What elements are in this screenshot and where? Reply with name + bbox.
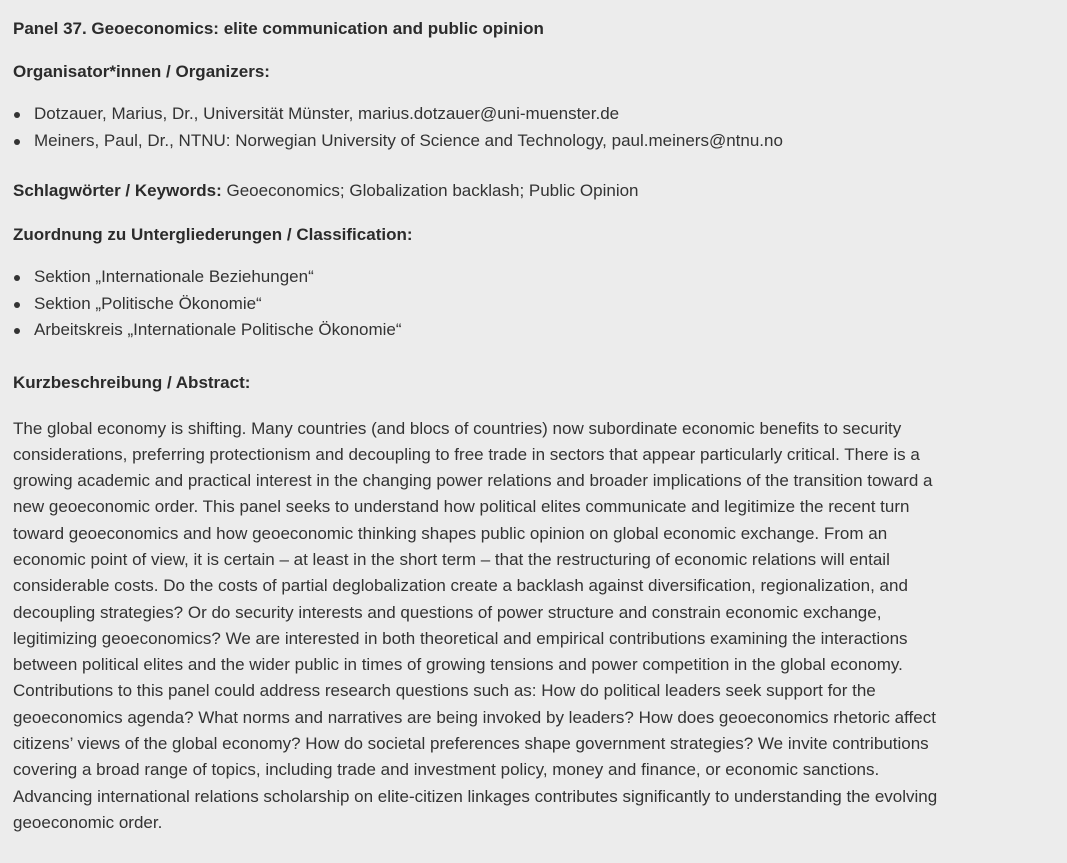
list-item [13, 291, 1067, 318]
bullet-icon [14, 302, 20, 308]
list-item [13, 128, 1067, 155]
classification-entry: Sektion „Internationale Beziehungen“ [34, 267, 314, 286]
list-item [13, 317, 1067, 344]
organizers-list [13, 101, 1067, 154]
list-item [13, 101, 1067, 128]
bullet-icon [14, 328, 20, 334]
organizers-heading: Organisator*innen / Organizers: [13, 62, 270, 81]
keywords-label: Schlagwörter / Keywords: [13, 181, 222, 200]
abstract-heading: Kurzbeschreibung / Abstract: [13, 372, 251, 392]
list-item [13, 264, 1067, 291]
bullet-icon [14, 112, 20, 118]
bullet-icon [14, 275, 20, 281]
classification-entry: Arbeitskreis „Internationale Politische Ökonomie“ [34, 320, 402, 339]
classification-entry: Sektion „Politische Ökonomie“ [34, 293, 262, 313]
organizer-entry: Dotzauer, Marius, Dr., Universität Münster, marius.dotzauer@uni-muenster.de [34, 104, 620, 123]
abstract-text: The global economy is shifting. Many countries (and blocs of countries) now subordinate economic benefits to security considerations, preferring protectionism and decoupling to free trade in sectors that appear particularly critical. There is a growing academic and practical interest in the changing power relations and broader implications of the transition toward a new geoeconomic order. This panel seeks to understand how political elites communicate and legitimize the recent turn toward geoeconomics and how geoeconomic thinking shapes public opinion on global economic exchange. From an economic point of view, it is certain – at least in the short term – that the restructuring of economic relations will entail considerable costs. Do the costs of partial deglobalization create a backlash against diversification, regionalization, and decoupling strategies? Or do security interests and questions of power structure and constrain economic exchange, legitimizing geoeconomics? We are interested in both theoretical and empirical contributions examining the interactions between political elites and the wider public in times of growing tensions and power competition in the global economy. Contributions to this panel could address research questions such as: How do political leaders seek support for the geoeconomics agenda? What norms and narratives are being invoked by leaders? How does geoeconomics rhetoric affect citizens’ views of the global economy? How do societal preferences shape government strategies? We invite contributions covering a broad range of topics, including trade and investment policy, money and finance, or economic sanctions. Advancing international relations scholarship on elite-citizen linkages contributes significantly to understanding the evolving geoeconomic order. [13, 418, 938, 832]
keywords-line [13, 180, 1067, 202]
classification-heading: Zuordnung zu Untergliederungen / Classification: [13, 225, 413, 244]
classification-list [13, 264, 1067, 344]
keywords-value: Geoeconomics; Globalization backlash; Public Opinion [221, 181, 639, 200]
organizer-entry: Meiners, Paul, Dr., NTNU: Norwegian University of Science and Technology, paul.meiners@ntnu.no [34, 130, 783, 150]
panel-title: Panel 37. Geoeconomics: elite communication and public opinion [13, 19, 544, 38]
bullet-icon [14, 139, 20, 145]
